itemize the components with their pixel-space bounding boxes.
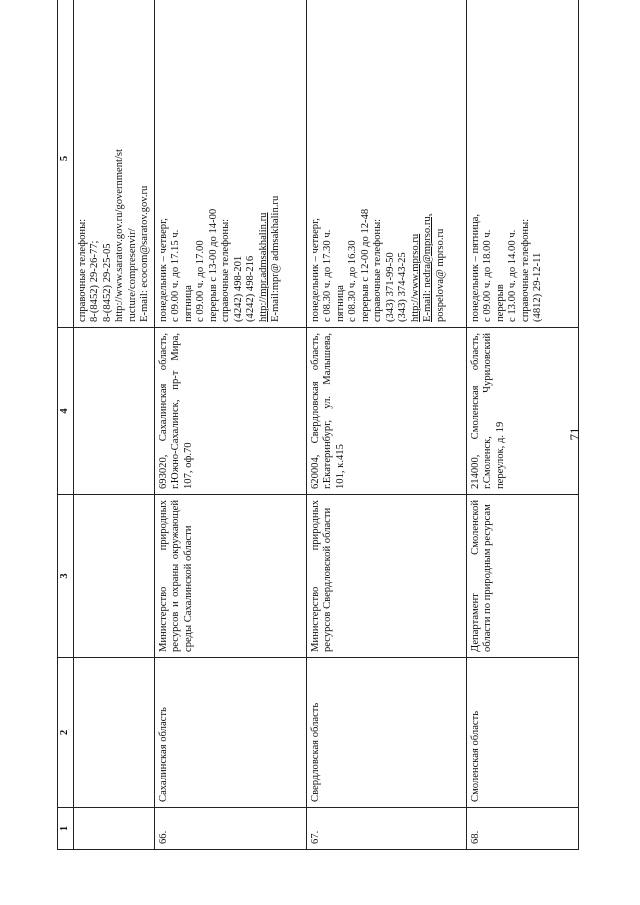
row-number: 68. bbox=[466, 808, 578, 850]
contact-line: с 09.00 ч. до 18.00 ч. bbox=[482, 229, 493, 322]
contact-link[interactable]: ructure/compresenvir/ bbox=[126, 228, 138, 322]
contact-line: с 08.30 ч. до 17.30 ч. bbox=[322, 229, 333, 322]
page-number: 71 bbox=[567, 427, 582, 441]
table-row bbox=[466, 0, 578, 850]
contact-line: справочные телефоны: bbox=[220, 218, 231, 322]
contact-line: (4242) 498-201 bbox=[232, 255, 244, 322]
table-header-row bbox=[58, 0, 74, 850]
contact-line: (343) 374-43-25 bbox=[397, 252, 408, 322]
table-row-continuation bbox=[73, 0, 154, 850]
row-number: 67. bbox=[306, 808, 466, 850]
contact-line: понедельник – четверг, bbox=[309, 218, 321, 322]
contact-line: пятница bbox=[182, 285, 194, 322]
contact-line: пятница bbox=[334, 285, 346, 322]
contact-line: с 09.00 ч. до 17.00 bbox=[195, 240, 206, 322]
contact-line: (4812) 29-12-11 bbox=[532, 252, 543, 322]
contact-link[interactable]: http://www.saratov.gov.ru/government/st bbox=[114, 148, 125, 322]
contact-email[interactable]: pospelova@ mprso.ru bbox=[434, 228, 446, 322]
header-cell-5: 5 bbox=[58, 0, 74, 328]
contact-line: (4242) 498-216 bbox=[245, 255, 256, 322]
continuation-org bbox=[73, 495, 154, 658]
continuation-address bbox=[73, 328, 154, 495]
organization-address: 620004, Свердловская область, г.Екатеринбург, ул. Малышева, 101, к.415 bbox=[306, 328, 466, 495]
contact-link[interactable]: http://www.mprso.ru bbox=[409, 233, 421, 322]
organization-address: 214000, Смоленская область, г.Смоленск, Чуриловский переулок, д. 19 bbox=[466, 328, 578, 495]
organizations-table bbox=[57, 0, 579, 850]
header-cell-2: 2 bbox=[58, 658, 74, 808]
contact-email[interactable]: E-mail: ecocom@saratov.gov.ru bbox=[139, 185, 150, 322]
contact-line: (343) 371-99-50 bbox=[384, 252, 396, 322]
continuation-contacts bbox=[73, 0, 154, 328]
continuation-region bbox=[73, 658, 154, 808]
contact-line: понедельник – пятница, bbox=[469, 213, 481, 322]
region-name: Смоленская область bbox=[466, 658, 578, 808]
header-cell-3: 3 bbox=[58, 495, 74, 658]
organization-name: Министерство природных ресурсов Свердловской области bbox=[306, 495, 466, 658]
header-cell-4: 4 bbox=[58, 328, 74, 495]
contact-line: 8-(8452) 29-26-77; bbox=[89, 240, 100, 322]
contact-line: с 13.00 ч. до 14.00 ч. bbox=[507, 229, 518, 322]
contact-line: перерыв с 13-00 до 14-00 bbox=[207, 208, 219, 322]
contact-email[interactable]: E-mail: nedra@mprso.ru, bbox=[422, 213, 433, 322]
organization-name: Департамент Смоленской области по природным ресурсам bbox=[466, 495, 578, 658]
header-cell-1: 1 bbox=[58, 808, 74, 850]
contact-line: справочные телефоны: bbox=[76, 218, 88, 322]
region-name: Сахалинская область bbox=[154, 658, 306, 808]
contact-line: справочные телефоны: bbox=[372, 218, 383, 322]
contact-email[interactable]: E-mail:mpr@ admsakhalin.ru bbox=[270, 195, 281, 322]
organization-name: Министерство природных ресурсов и охраны окружающей среды Сахалинской области bbox=[154, 495, 306, 658]
contact-link[interactable]: http://mpr.admsakhalin.ru bbox=[257, 212, 269, 322]
table-row bbox=[306, 0, 466, 850]
contact-line: 8-(8452) 29-25-05 bbox=[101, 243, 113, 322]
organization-address: 693020, Сахалинская область, г.Южно-Сахалинск, пр-т Мира, 107, оф.70 bbox=[154, 328, 306, 495]
organization-contacts bbox=[306, 0, 466, 328]
rotated-page-content bbox=[57, 0, 570, 850]
contact-line: с 09.00 ч. до 17.15 ч. bbox=[170, 229, 181, 322]
contact-line: справочные телефоны: bbox=[519, 218, 531, 322]
contact-line: перерыв с 12-00 до 12-48 bbox=[359, 208, 371, 322]
contact-line: с 08.30 ч. до 16.30 bbox=[347, 240, 358, 322]
region-name: Свердловская область bbox=[306, 658, 466, 808]
organization-contacts bbox=[466, 0, 578, 328]
continuation-num bbox=[73, 808, 154, 850]
row-number: 66. bbox=[154, 808, 306, 850]
contact-line: перерыв bbox=[494, 284, 506, 322]
table-row bbox=[154, 0, 306, 850]
contact-line: понедельник – четверг, bbox=[157, 218, 169, 322]
organization-contacts bbox=[154, 0, 306, 328]
